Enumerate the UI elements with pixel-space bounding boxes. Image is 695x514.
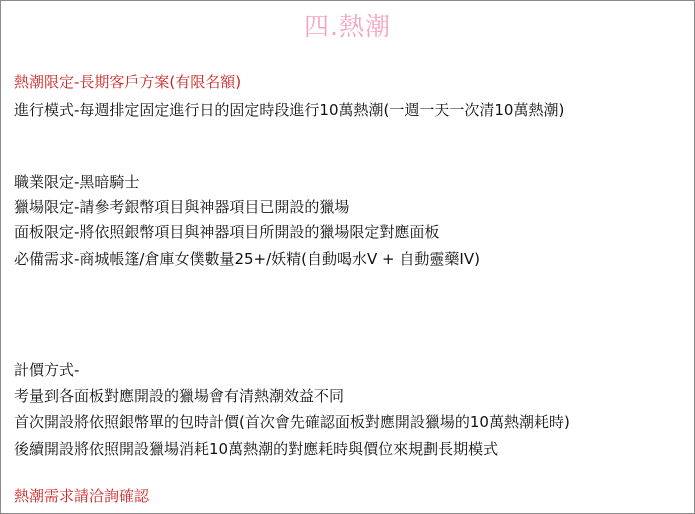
map-limit-line: 獵場限定-請參考銀幣項目與神器項目已開設的獵場 <box>14 198 350 216</box>
limited-offer-heading: 熱潮限定-長期客戶方案(有限名額) <box>14 73 242 91</box>
pricing-line-3: 後續開設將依照開設獵場消耗10萬熱潮的對應耗時與價位來規劃長期模式 <box>14 440 499 458</box>
class-limit-line: 職業限定-黑暗騎士 <box>14 173 140 191</box>
contact-note: 熱潮需求請洽詢確認 <box>14 487 150 505</box>
pricing-line-2: 首次開設將依照銀幣單的包時計價(首次會先確認面板對應開設獵場的10萬熱潮耗時) <box>14 413 570 431</box>
requirements-line: 必備需求-商城帳篷/倉庫女僕數量25+/妖精(自動喝水V + 自動靈藥IV) <box>14 250 480 268</box>
pricing-heading: 計價方式- <box>14 361 80 379</box>
mode-description: 進行模式-每週排定固定進行日的固定時段進行10萬熱潮(一週一天一次清10萬熱潮) <box>14 101 565 119</box>
page-title: 四.熱潮 <box>304 12 391 41</box>
panel-limit-line: 面板限定-將依照銀幣項目與神器項目所開設的獵場限定對應面板 <box>14 223 440 241</box>
pricing-line-1: 考量到各面板對應開設的獵場會有清熱潮效益不同 <box>14 387 345 405</box>
